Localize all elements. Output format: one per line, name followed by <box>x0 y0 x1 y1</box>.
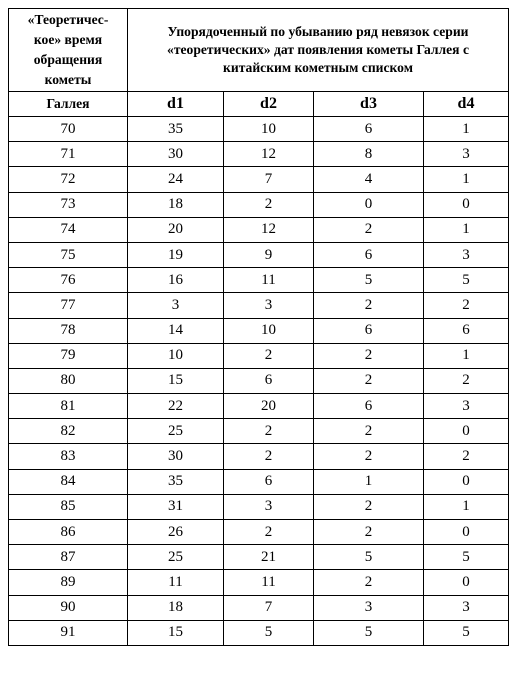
header-row-bottom <box>9 92 509 117</box>
residual-cell: 5 <box>314 620 424 645</box>
residual-cell: 1 <box>424 167 509 192</box>
table-row <box>9 117 509 142</box>
residual-cell: 0 <box>424 419 509 444</box>
period-cell: 90 <box>9 595 128 620</box>
residual-cell: 2 <box>224 444 314 469</box>
residual-cell: 18 <box>128 192 224 217</box>
period-cell: 84 <box>9 469 128 494</box>
table-row <box>9 368 509 393</box>
residual-cell: 2 <box>314 293 424 318</box>
residual-cell: 12 <box>224 217 314 242</box>
table-row <box>9 167 509 192</box>
column-header-d2: d2 <box>224 92 314 117</box>
residual-cell: 2 <box>314 494 424 519</box>
residual-cell: 10 <box>224 318 314 343</box>
residual-cell: 35 <box>128 117 224 142</box>
period-column-header <box>9 9 128 92</box>
residual-cell: 4 <box>314 167 424 192</box>
residual-cell: 2 <box>224 419 314 444</box>
residual-cell: 6 <box>314 117 424 142</box>
residual-cell: 9 <box>224 242 314 267</box>
period-cell: 79 <box>9 343 128 368</box>
residual-cell: 25 <box>128 545 224 570</box>
period-cell: 70 <box>9 117 128 142</box>
residual-cell: 5 <box>424 545 509 570</box>
table-row <box>9 444 509 469</box>
residual-cell: 2 <box>314 368 424 393</box>
residual-cell: 1 <box>314 469 424 494</box>
residual-cell: 35 <box>128 469 224 494</box>
residual-cell: 7 <box>224 167 314 192</box>
period-cell: 80 <box>9 368 128 393</box>
residual-cell: 2 <box>314 520 424 545</box>
residual-cell: 3 <box>314 595 424 620</box>
table-row <box>9 469 509 494</box>
residual-cell: 1 <box>424 494 509 519</box>
halley-residuals-table <box>8 8 509 646</box>
residual-cell: 30 <box>128 142 224 167</box>
column-header-d1: d1 <box>128 92 224 117</box>
table-row <box>9 217 509 242</box>
residual-cell: 1 <box>424 343 509 368</box>
residual-cell: 5 <box>224 620 314 645</box>
table-row <box>9 242 509 267</box>
residual-cell: 30 <box>128 444 224 469</box>
residual-cell: 2 <box>424 444 509 469</box>
residual-cell: 2 <box>224 343 314 368</box>
residual-cell: 19 <box>128 242 224 267</box>
period-cell: 73 <box>9 192 128 217</box>
residual-cell: 10 <box>128 343 224 368</box>
table-row <box>9 494 509 519</box>
residual-cell: 16 <box>128 268 224 293</box>
period-cell: 72 <box>9 167 128 192</box>
residual-cell: 2 <box>314 217 424 242</box>
residual-cell: 5 <box>424 620 509 645</box>
residuals-span-header: Упорядоченный по убыванию ряд невязок серии «теоретических» дат появления кометы Галлея с китайским кометным списком <box>128 9 509 92</box>
period-cell: 74 <box>9 217 128 242</box>
period-cell: 77 <box>9 293 128 318</box>
residual-cell: 0 <box>424 520 509 545</box>
table-row <box>9 343 509 368</box>
residual-cell: 11 <box>128 570 224 595</box>
residual-cell: 31 <box>128 494 224 519</box>
table-row <box>9 142 509 167</box>
corner-line: обращения <box>33 52 103 67</box>
period-cell: 81 <box>9 394 128 419</box>
residual-cell: 14 <box>128 318 224 343</box>
residual-cell: 3 <box>424 142 509 167</box>
residual-cell: 11 <box>224 268 314 293</box>
residual-cell: 25 <box>128 419 224 444</box>
table-row <box>9 318 509 343</box>
residual-cell: 11 <box>224 570 314 595</box>
residual-cell: 1 <box>424 117 509 142</box>
residual-cell: 2 <box>314 343 424 368</box>
residual-cell: 3 <box>424 242 509 267</box>
residual-cell: 2 <box>314 419 424 444</box>
period-cell: 75 <box>9 242 128 267</box>
residual-cell: 2 <box>424 368 509 393</box>
residual-cell: 0 <box>424 192 509 217</box>
residual-cell: 0 <box>314 192 424 217</box>
table-body <box>9 117 509 646</box>
residual-cell: 6 <box>424 318 509 343</box>
residual-cell: 26 <box>128 520 224 545</box>
residual-cell: 15 <box>128 368 224 393</box>
residual-cell: 0 <box>424 570 509 595</box>
residual-cell: 20 <box>128 217 224 242</box>
period-cell: 85 <box>9 494 128 519</box>
residual-cell: 1 <box>424 217 509 242</box>
header-row-top <box>9 9 509 92</box>
period-cell: 82 <box>9 419 128 444</box>
residual-cell: 2 <box>314 444 424 469</box>
residual-cell: 21 <box>224 545 314 570</box>
residual-cell: 22 <box>128 394 224 419</box>
residual-cell: 24 <box>128 167 224 192</box>
residual-cell: 0 <box>424 469 509 494</box>
period-cell: 86 <box>9 520 128 545</box>
corner-line: кое» время <box>33 32 103 47</box>
corner-line: кометы <box>44 72 92 87</box>
residual-cell: 6 <box>224 469 314 494</box>
table-row <box>9 595 509 620</box>
corner-line: «Теоретичес- <box>27 12 109 27</box>
residual-cell: 3 <box>424 595 509 620</box>
residual-cell: 20 <box>224 394 314 419</box>
table-row <box>9 570 509 595</box>
residual-cell: 3 <box>128 293 224 318</box>
residual-cell: 5 <box>314 545 424 570</box>
period-cell: 78 <box>9 318 128 343</box>
residual-cell: 8 <box>314 142 424 167</box>
table-row <box>9 268 509 293</box>
table-row <box>9 520 509 545</box>
period-cell: 71 <box>9 142 128 167</box>
residual-cell: 6 <box>314 242 424 267</box>
corner-line: Галлея <box>9 92 128 117</box>
period-cell: 83 <box>9 444 128 469</box>
residual-cell: 2 <box>424 293 509 318</box>
residual-cell: 3 <box>424 394 509 419</box>
table-row <box>9 419 509 444</box>
residual-cell: 12 <box>224 142 314 167</box>
residual-cell: 3 <box>224 293 314 318</box>
residual-cell: 10 <box>224 117 314 142</box>
residual-cell: 5 <box>424 268 509 293</box>
residual-cell: 2 <box>224 520 314 545</box>
residual-cell: 6 <box>224 368 314 393</box>
residual-cell: 2 <box>224 192 314 217</box>
period-cell: 87 <box>9 545 128 570</box>
period-cell: 76 <box>9 268 128 293</box>
table-row <box>9 394 509 419</box>
column-header-d3: d3 <box>314 92 424 117</box>
table-row <box>9 545 509 570</box>
residual-cell: 5 <box>314 268 424 293</box>
residual-cell: 6 <box>314 394 424 419</box>
table-row <box>9 620 509 645</box>
period-cell: 91 <box>9 620 128 645</box>
table-row <box>9 192 509 217</box>
residual-cell: 15 <box>128 620 224 645</box>
period-cell: 89 <box>9 570 128 595</box>
table-row <box>9 293 509 318</box>
residual-cell: 3 <box>224 494 314 519</box>
residual-cell: 7 <box>224 595 314 620</box>
column-header-d4: d4 <box>424 92 509 117</box>
residual-cell: 6 <box>314 318 424 343</box>
residual-cell: 18 <box>128 595 224 620</box>
residual-cell: 2 <box>314 570 424 595</box>
